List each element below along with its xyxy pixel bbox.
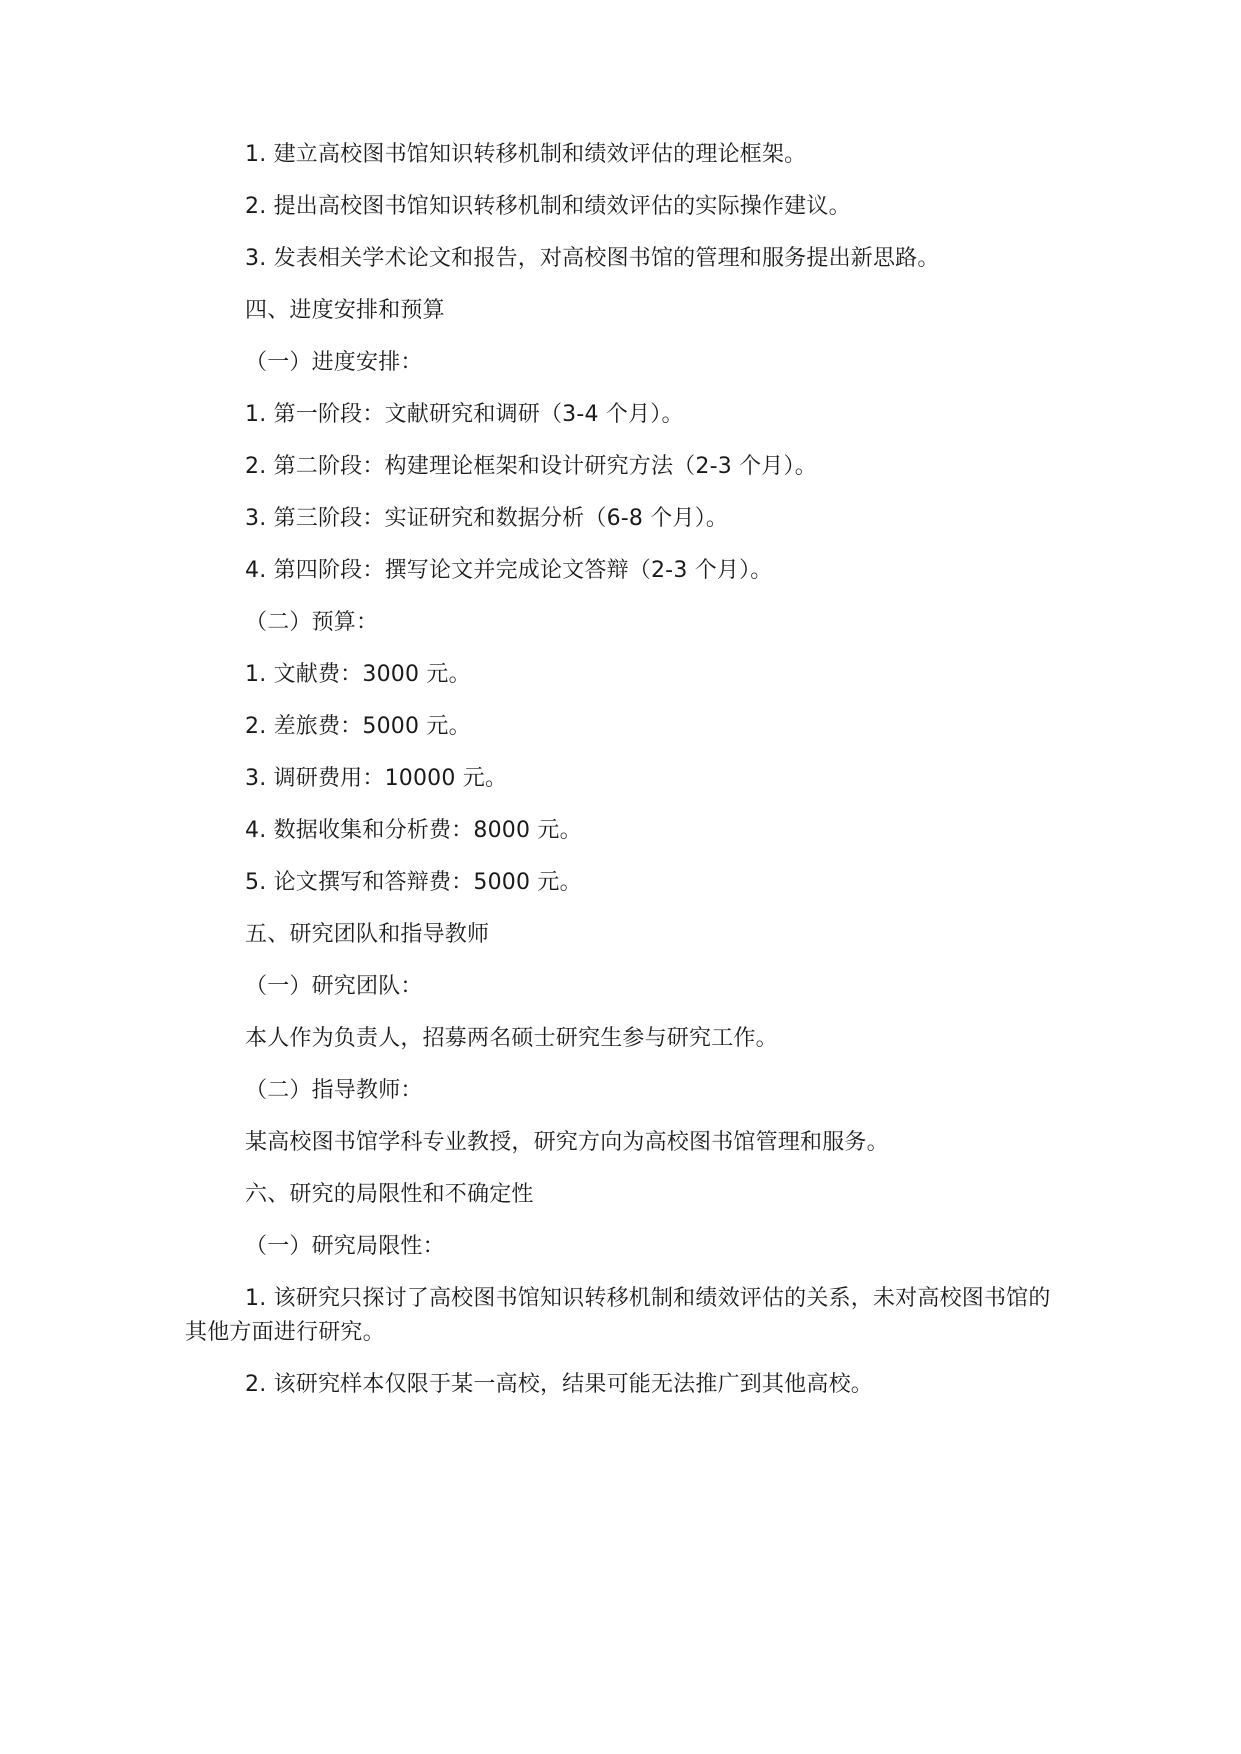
section-heading-limitations: 六、研究的局限性和不确定性 <box>245 1182 534 1207</box>
budget-item-1: 1. 文献费：3000 元。 <box>245 662 471 687</box>
advisor-description: 某高校图书馆学科专业教授，研究方向为高校图书馆管理和服务。 <box>245 1130 889 1155</box>
subheading-schedule: （一）进度安排： <box>245 350 423 375</box>
team-description: 本人作为负责人，招募两名硕士研究生参与研究工作。 <box>245 1026 778 1051</box>
schedule-item-4: 4. 第四阶段：撰写论文并完成论文答辩（2-3 个月）。 <box>245 558 773 583</box>
budget-item-2: 2. 差旅费：5000 元。 <box>245 714 471 739</box>
outcome-item-1: 1. 建立高校图书馆知识转移机制和绩效评估的理论框架。 <box>245 142 807 167</box>
subheading-team: （一）研究团队： <box>245 974 423 999</box>
budget-item-5: 5. 论文撰写和答辩费：5000 元。 <box>245 870 582 895</box>
section-heading-schedule-budget: 四、进度安排和预算 <box>245 298 445 323</box>
section-heading-team: 五、研究团队和指导教师 <box>245 922 490 947</box>
outcome-item-2: 2. 提出高校图书馆知识转移机制和绩效评估的实际操作建议。 <box>245 194 851 219</box>
schedule-item-3: 3. 第三阶段：实证研究和数据分析（6-8 个月）。 <box>245 506 729 531</box>
subheading-advisor: （二）指导教师： <box>245 1078 423 1103</box>
budget-item-4: 4. 数据收集和分析费：8000 元。 <box>245 818 582 843</box>
subheading-budget: （二）预算： <box>245 610 379 635</box>
budget-item-3: 3. 调研费用：10000 元。 <box>245 766 508 791</box>
schedule-item-1: 1. 第一阶段：文献研究和调研（3-4 个月）。 <box>245 402 684 427</box>
subheading-limitations: （一）研究局限性： <box>245 1234 445 1259</box>
limitation-item-2: 2. 该研究样本仅限于某一高校，结果可能无法推广到其他高校。 <box>245 1372 873 1397</box>
schedule-item-2: 2. 第二阶段：构建理论框架和设计研究方法（2-3 个月）。 <box>245 454 817 479</box>
outcome-item-3: 3. 发表相关学术论文和报告，对高校图书馆的管理和服务提出新思路。 <box>245 246 940 271</box>
limitation-item-1: 1. 该研究只探讨了高校图书馆知识转移机制和绩效评估的关系，未对高校图书馆的其他方面进行研究。 <box>185 1286 1051 1345</box>
